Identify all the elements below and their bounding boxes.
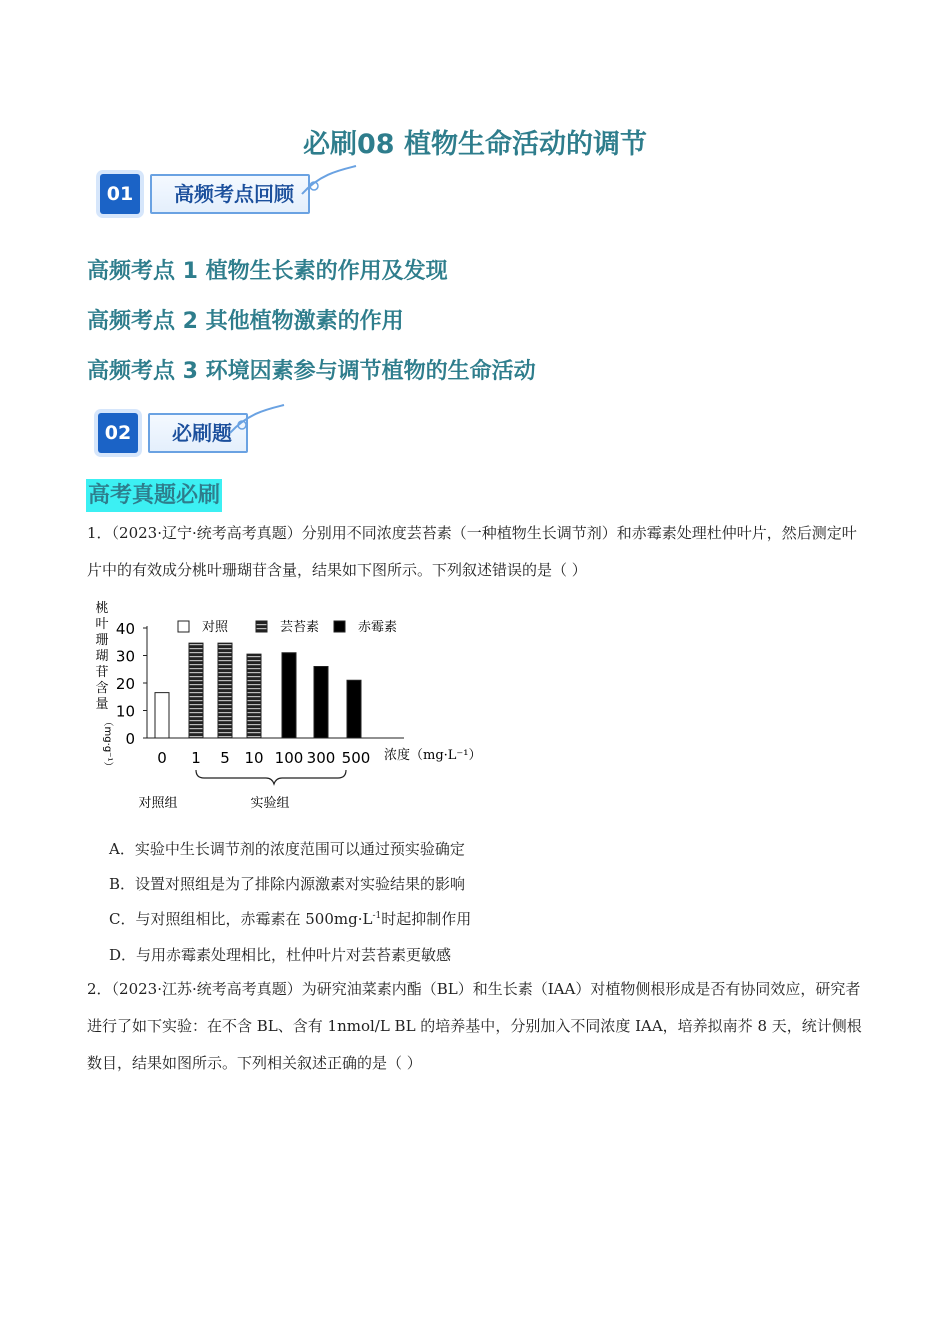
- x-tick-label: 100: [274, 749, 304, 767]
- group-bracket: [196, 770, 346, 784]
- key-point-2: 高频考点 2 其他植物激素的作用: [87, 309, 404, 334]
- group-label-control: 对照组: [138, 796, 178, 811]
- section-header-review: [100, 170, 360, 218]
- question-2-text: 2．（2023·江苏·统考高考真题）为研究油菜素内酯（BL）和生长素（IAA）对植物侧根形成是否有协同效应，研究者进行了如下实验：在不含 BL、含有 1nmol/L BL 的培养基中，分别加入不同浓度 IAA，培养拟南芥 8 天，统计侧根数目，结果如图所示。下列相关叙述正确的是（ ）: [87, 980, 862, 1072]
- ribbon-curl-icon: [300, 164, 360, 204]
- option-c: [109, 908, 471, 929]
- section-label: 必刷题: [148, 413, 248, 453]
- y-axis-label-char: 叶: [95, 617, 109, 632]
- option-a: A．实验中生长调节剂的浓度范围可以通过预实验确定: [109, 840, 465, 858]
- x-tick-label: 300: [306, 749, 336, 767]
- option-b: B．设置对照组是为了排除内源激素对实验结果的影响: [109, 875, 466, 893]
- y-axis-label-char: 含: [95, 681, 109, 696]
- bar-芸苔素: [247, 654, 261, 738]
- option-c-text: C．与对照组相比，赤霉素在 500mg·L: [109, 910, 373, 928]
- y-axis-label-char: 珊: [95, 633, 109, 648]
- option-c-exponent: -1: [372, 911, 382, 921]
- y-axis-label-char: 量: [95, 697, 109, 712]
- section-number: 02: [98, 413, 138, 453]
- bar-赤霉素: [314, 667, 328, 739]
- question-1-text: 1．（2023·辽宁·统考高考真题）分别用不同浓度芸苔素（一种植物生长调节剂）和赤霉素处理杜仲叶片，然后测定叶片中的有效成分桃叶珊瑚苷含量，结果如下图所示。下列叙述错误的是（ ）: [87, 524, 857, 579]
- option-c-tail: 时起抑制作用: [381, 910, 472, 928]
- x-tick-label: 500: [341, 749, 371, 767]
- section-number: 01: [100, 174, 140, 214]
- y-tick-label: 0: [125, 730, 135, 748]
- group-label-experiment: 实验组: [250, 796, 290, 811]
- y-axis-label-char: 瑚: [95, 649, 109, 664]
- ribbon-curl-icon: [228, 403, 288, 443]
- legend-label: 对照: [202, 620, 229, 635]
- legend-label: 赤霉素: [358, 620, 398, 635]
- y-axis-label-char: 苷: [95, 665, 109, 680]
- section-label: 高频考点回顾: [150, 174, 310, 214]
- bar-赤霉素: [282, 653, 296, 738]
- y-tick-label: 10: [115, 702, 135, 721]
- bar-芸苔素: [218, 643, 232, 738]
- x-tick-label: 10: [244, 749, 264, 767]
- exam-questions-heading: 高考真题必刷: [86, 479, 222, 512]
- x-axis-label: 浓度（mg·L⁻¹）: [384, 748, 482, 763]
- x-tick-label: 0: [157, 749, 167, 767]
- bar-chart: [86, 596, 486, 816]
- y-tick-label: 30: [115, 647, 135, 666]
- bar-芸苔素: [189, 643, 203, 738]
- legend-swatch: [334, 621, 345, 632]
- bar-赤霉素: [347, 680, 361, 738]
- y-tick-label: 40: [115, 620, 135, 638]
- x-tick-label: 5: [220, 749, 230, 767]
- y-tick-label: 20: [115, 675, 135, 693]
- section-header-exercises: [98, 409, 298, 457]
- y-axis-label-unit: （mg·g⁻¹）: [102, 716, 113, 772]
- option-d: D．与用赤霉素处理相比，杜仲叶片对芸苔素更敏感: [109, 946, 452, 964]
- key-point-3: 高频考点 3 环境因素参与调节植物的生命活动: [87, 359, 536, 384]
- legend-swatch: [178, 621, 189, 632]
- x-tick-label: 1: [191, 749, 201, 767]
- bar-对照: [155, 693, 169, 738]
- y-axis-label-char: 桃: [95, 601, 109, 616]
- key-point-1: 高频考点 1 植物生长素的作用及发现: [87, 259, 448, 284]
- legend-label: 芸苔素: [280, 620, 320, 635]
- page-title: 必刷08 植物生命活动的调节: [303, 129, 647, 160]
- legend-swatch: [256, 621, 267, 632]
